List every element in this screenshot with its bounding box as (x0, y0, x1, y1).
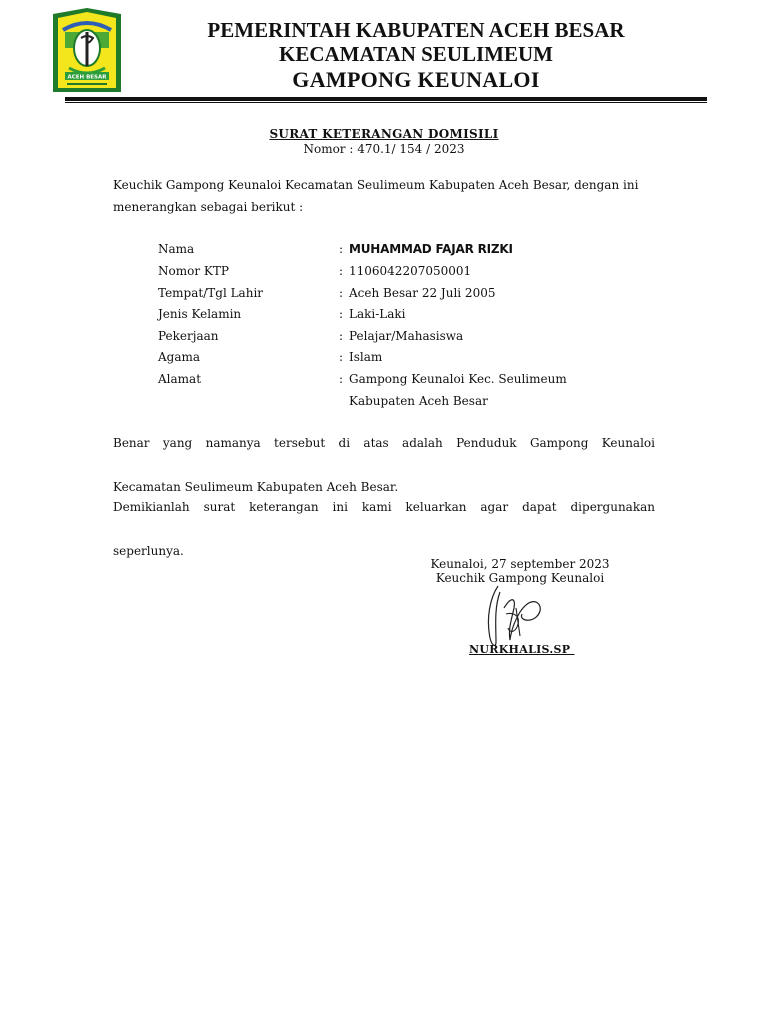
field-label: Pekerjaan (158, 329, 219, 343)
field-label: Nomor KTP (158, 264, 229, 278)
letterhead-government: PEMERINTAH KABUPATEN ACEH BESAR (207, 18, 625, 42)
field-colon: : (339, 242, 344, 256)
letterhead-rule-thin (65, 102, 707, 103)
field-colon: : (339, 264, 344, 278)
closing-line-2: seperlunya. (113, 544, 184, 558)
intro-paragraph: Keuchik Gampong Keunaloi Kecamatan Seulimeum Kabupaten Aceh Besar, dengan ini menerangkan sebagai berikut : (113, 178, 639, 214)
statement-paragraph (113, 432, 655, 498)
statement-line-2: Kecamatan Seulimeum Kabupaten Aceh Besar. (113, 480, 399, 494)
field-label: Agama (158, 350, 201, 364)
field-value: Laki-Laki (349, 307, 406, 321)
field-value: Kabupaten Aceh Besar (349, 394, 488, 408)
svg-text:ACEH BESAR: ACEH BESAR (67, 74, 107, 81)
field-colon: : (339, 329, 344, 343)
field-value: Gampong Keunaloi Kec. Seulimeum (349, 372, 567, 386)
field-value: Islam (349, 350, 383, 364)
document-title: SURAT KETERANGAN DOMISILI (269, 127, 499, 141)
document-number: Nomor : 470.1/ 154 / 2023 (303, 142, 465, 156)
field-colon: : (339, 307, 344, 321)
field-value: Pelajar/Mahasiswa (349, 329, 464, 343)
field-value: Aceh Besar 22 Juli 2005 (349, 286, 496, 300)
letterhead-district: KECAMATAN SEULIMEUM (279, 42, 553, 66)
field-label: Tempat/Tgl Lahir (158, 286, 264, 300)
letterhead-village: GAMPONG KEUNALOI (292, 67, 540, 92)
handwritten-signature (480, 578, 550, 650)
field-colon: : (339, 286, 344, 300)
signature-role: Keuchik Gampong Keunaloi (435, 571, 605, 585)
field-label: Nama (158, 242, 195, 256)
closing-paragraph (113, 496, 655, 562)
field-label: Jenis Kelamin (158, 307, 242, 321)
field-colon: : (339, 350, 344, 364)
regency-logo (51, 8, 123, 94)
field-value-name: MUHAMMAD FAJAR RIZKI (349, 242, 513, 256)
closing-line-1: Demikianlah surat keterangan ini kami keluarkan agar dapat dipergunakan (113, 500, 655, 514)
field-colon: : (339, 372, 344, 386)
field-value: 1106042207050001 (349, 264, 472, 278)
signatory-name: NURKHALIS.SP (469, 643, 575, 656)
statement-line-1: Benar yang namanya tersebut di atas adalah Penduduk Gampong Keunaloi (113, 436, 655, 450)
letterhead-rule (65, 97, 707, 101)
signature-place-date: Keunaloi, 27 september 2023 (430, 557, 610, 571)
field-label: Alamat (158, 372, 202, 386)
